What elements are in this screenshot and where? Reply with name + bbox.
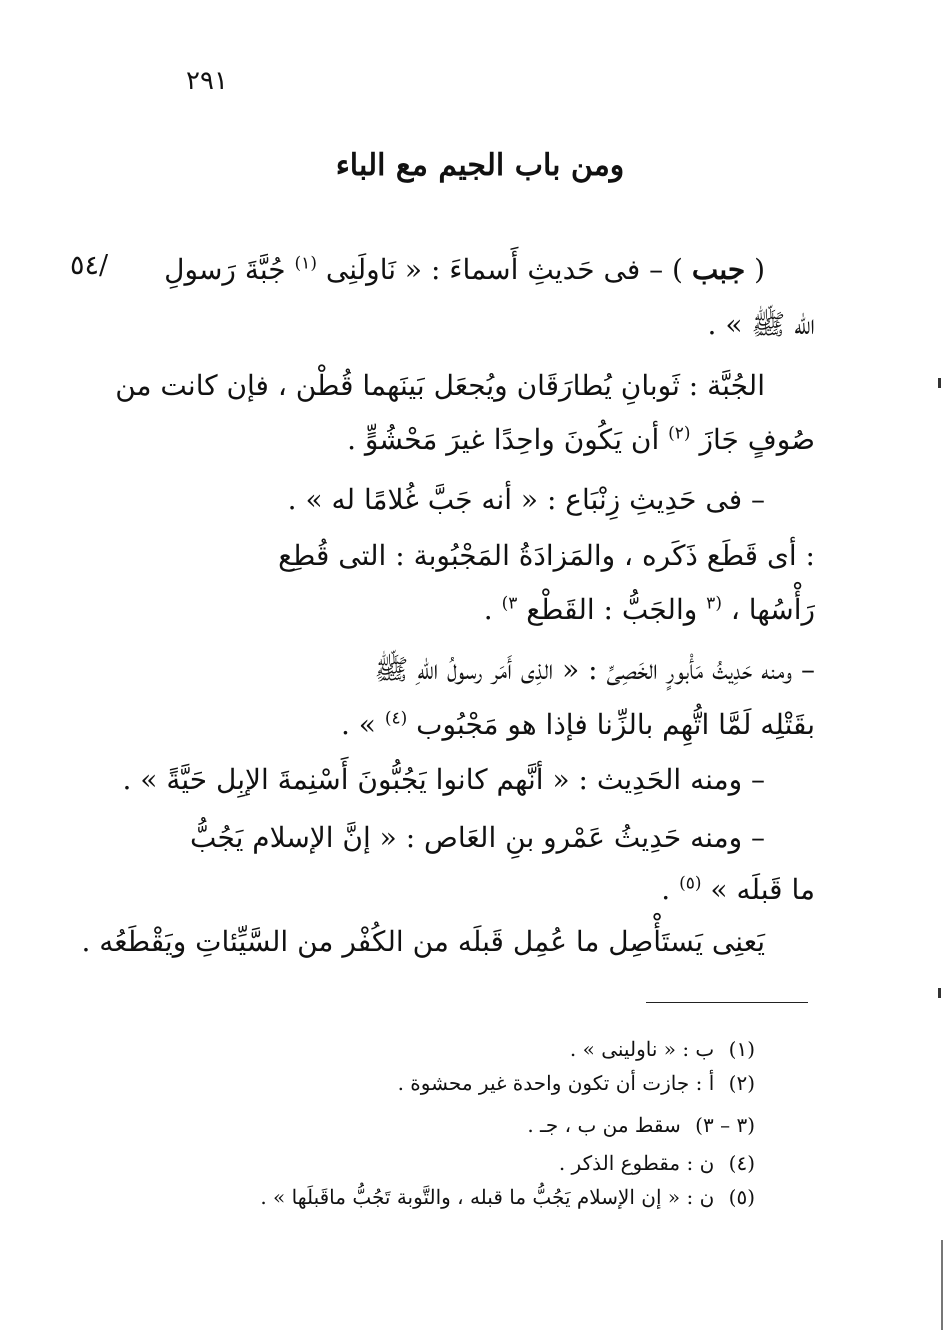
scan-edge-mark	[938, 988, 941, 998]
para1-line-2: صُوفٍ جَازَ $^{(٢)}$ أن يَكُونَ واحِدًا غيرَ مَحْشُوٍّ .	[347, 423, 815, 456]
footnote-number: (٤)	[728, 1151, 755, 1175]
headword-close-paren: )	[672, 253, 683, 286]
scan-edge-mark	[938, 378, 941, 388]
para1-line-1: الجُبَّة : ثَوبانِ يُطارَقَان ويُجعَل بَينَهما قُطْن ، فإن كانت من	[115, 369, 765, 402]
footnote-divider	[646, 1002, 808, 1003]
entry-line-2: الله ﷺ » .	[707, 308, 815, 341]
para2-line-3: رَأْسُها ، $^{(٣}$ والجَبُّ : القَطْع $^{٣)}$ .	[483, 593, 815, 626]
footnote-ref-1: (١)	[294, 253, 317, 274]
para2-line-2: : أى قَطَع ذَكَره ، والمَزادَةُ المَجْبُوبة : التى قُطِع	[278, 539, 815, 572]
footnote-ref-2: (٢)	[668, 423, 691, 444]
page-number: ٢٩١	[186, 66, 228, 96]
headword: جبب	[691, 253, 746, 286]
footnote-number: (١)	[728, 1037, 755, 1061]
footnote-text: أ : جازت أن تكون واحدة غير محشوة .	[397, 1071, 715, 1095]
footnote-number: (٢)	[728, 1071, 755, 1095]
para5-line-2: ما قَبلَه » $^{(٥)}$ .	[661, 873, 815, 906]
para4-line-1: – ومنه الحَدِيث : « أنَّهم كانوا يَجُبُّونَ أَسْنِمةَ الإبِل حَيَّةً » .	[122, 763, 765, 796]
entry-text: – فى حَديثِ أَسماءَ : « نَاولَنِى	[325, 253, 664, 286]
footnote-number: (٥)	[728, 1185, 755, 1209]
footnote-ref-3-close: ٣)	[501, 593, 518, 614]
entry-reference: ٥٤/	[70, 250, 109, 281]
para3-line-2: بقَتْلِه لَمَّا اتُّهِم بالزِّنا فإذا هو مَجْبُوب $^{(٤)}$ » .	[341, 708, 815, 741]
footnote-ref-5: (٥)	[679, 873, 702, 894]
para2-line-1: – فى حَدِيثِ زِنْبَاع : « أنه جَبَّ غُلامًا له » .	[287, 483, 765, 516]
para6-line-1: يَعنِى يَستَأْصِل ما عُمِل قَبلَه من الكُفْر من السَّيِّئاتِ ويَقْطَعُه .	[81, 925, 765, 958]
footnote-ref-4: (٤)	[384, 708, 408, 729]
footnote-4	[559, 1148, 755, 1178]
chapter-title: ومن باب الجيم مع الباء	[335, 148, 625, 183]
entry-line-1	[164, 250, 765, 290]
footnote-2	[398, 1068, 755, 1098]
headword-open-paren: (	[754, 253, 765, 286]
entry-text-tail: جُبَّةَ رَسولِ	[164, 253, 286, 286]
para5-line-1: – ومنه حَدِيثُ عَمْرو بنِ العَاص : « إنَّ الإسلام يَجُبُّ	[190, 821, 765, 854]
footnote-1	[570, 1034, 755, 1064]
footnote-text: ن : « إن الإسلام يَجُبُّ ما قبله ، والتَّوبة تَجُبُّ ماقَبلَها » .	[260, 1185, 715, 1209]
scan-edge-line	[941, 1240, 943, 1330]
footnote-ref-3-open: (٣	[706, 593, 722, 614]
para3-line-1: – ومنه حَدِيثُ مَأْبورٍ الخَصِىِّ : « الذِى أَمَر رسولُ اللهِ ﷺ	[374, 653, 815, 686]
footnote-text: سقط من ب ، جـ .	[527, 1113, 681, 1137]
footnote-text: ن : مقطوع الذكر .	[558, 1151, 715, 1175]
footnote-number: (٣ – ٣)	[695, 1113, 755, 1137]
footnote-5	[260, 1182, 755, 1212]
footnote-3	[527, 1110, 755, 1140]
footnote-text: ب : « ناولينى » .	[569, 1037, 715, 1061]
